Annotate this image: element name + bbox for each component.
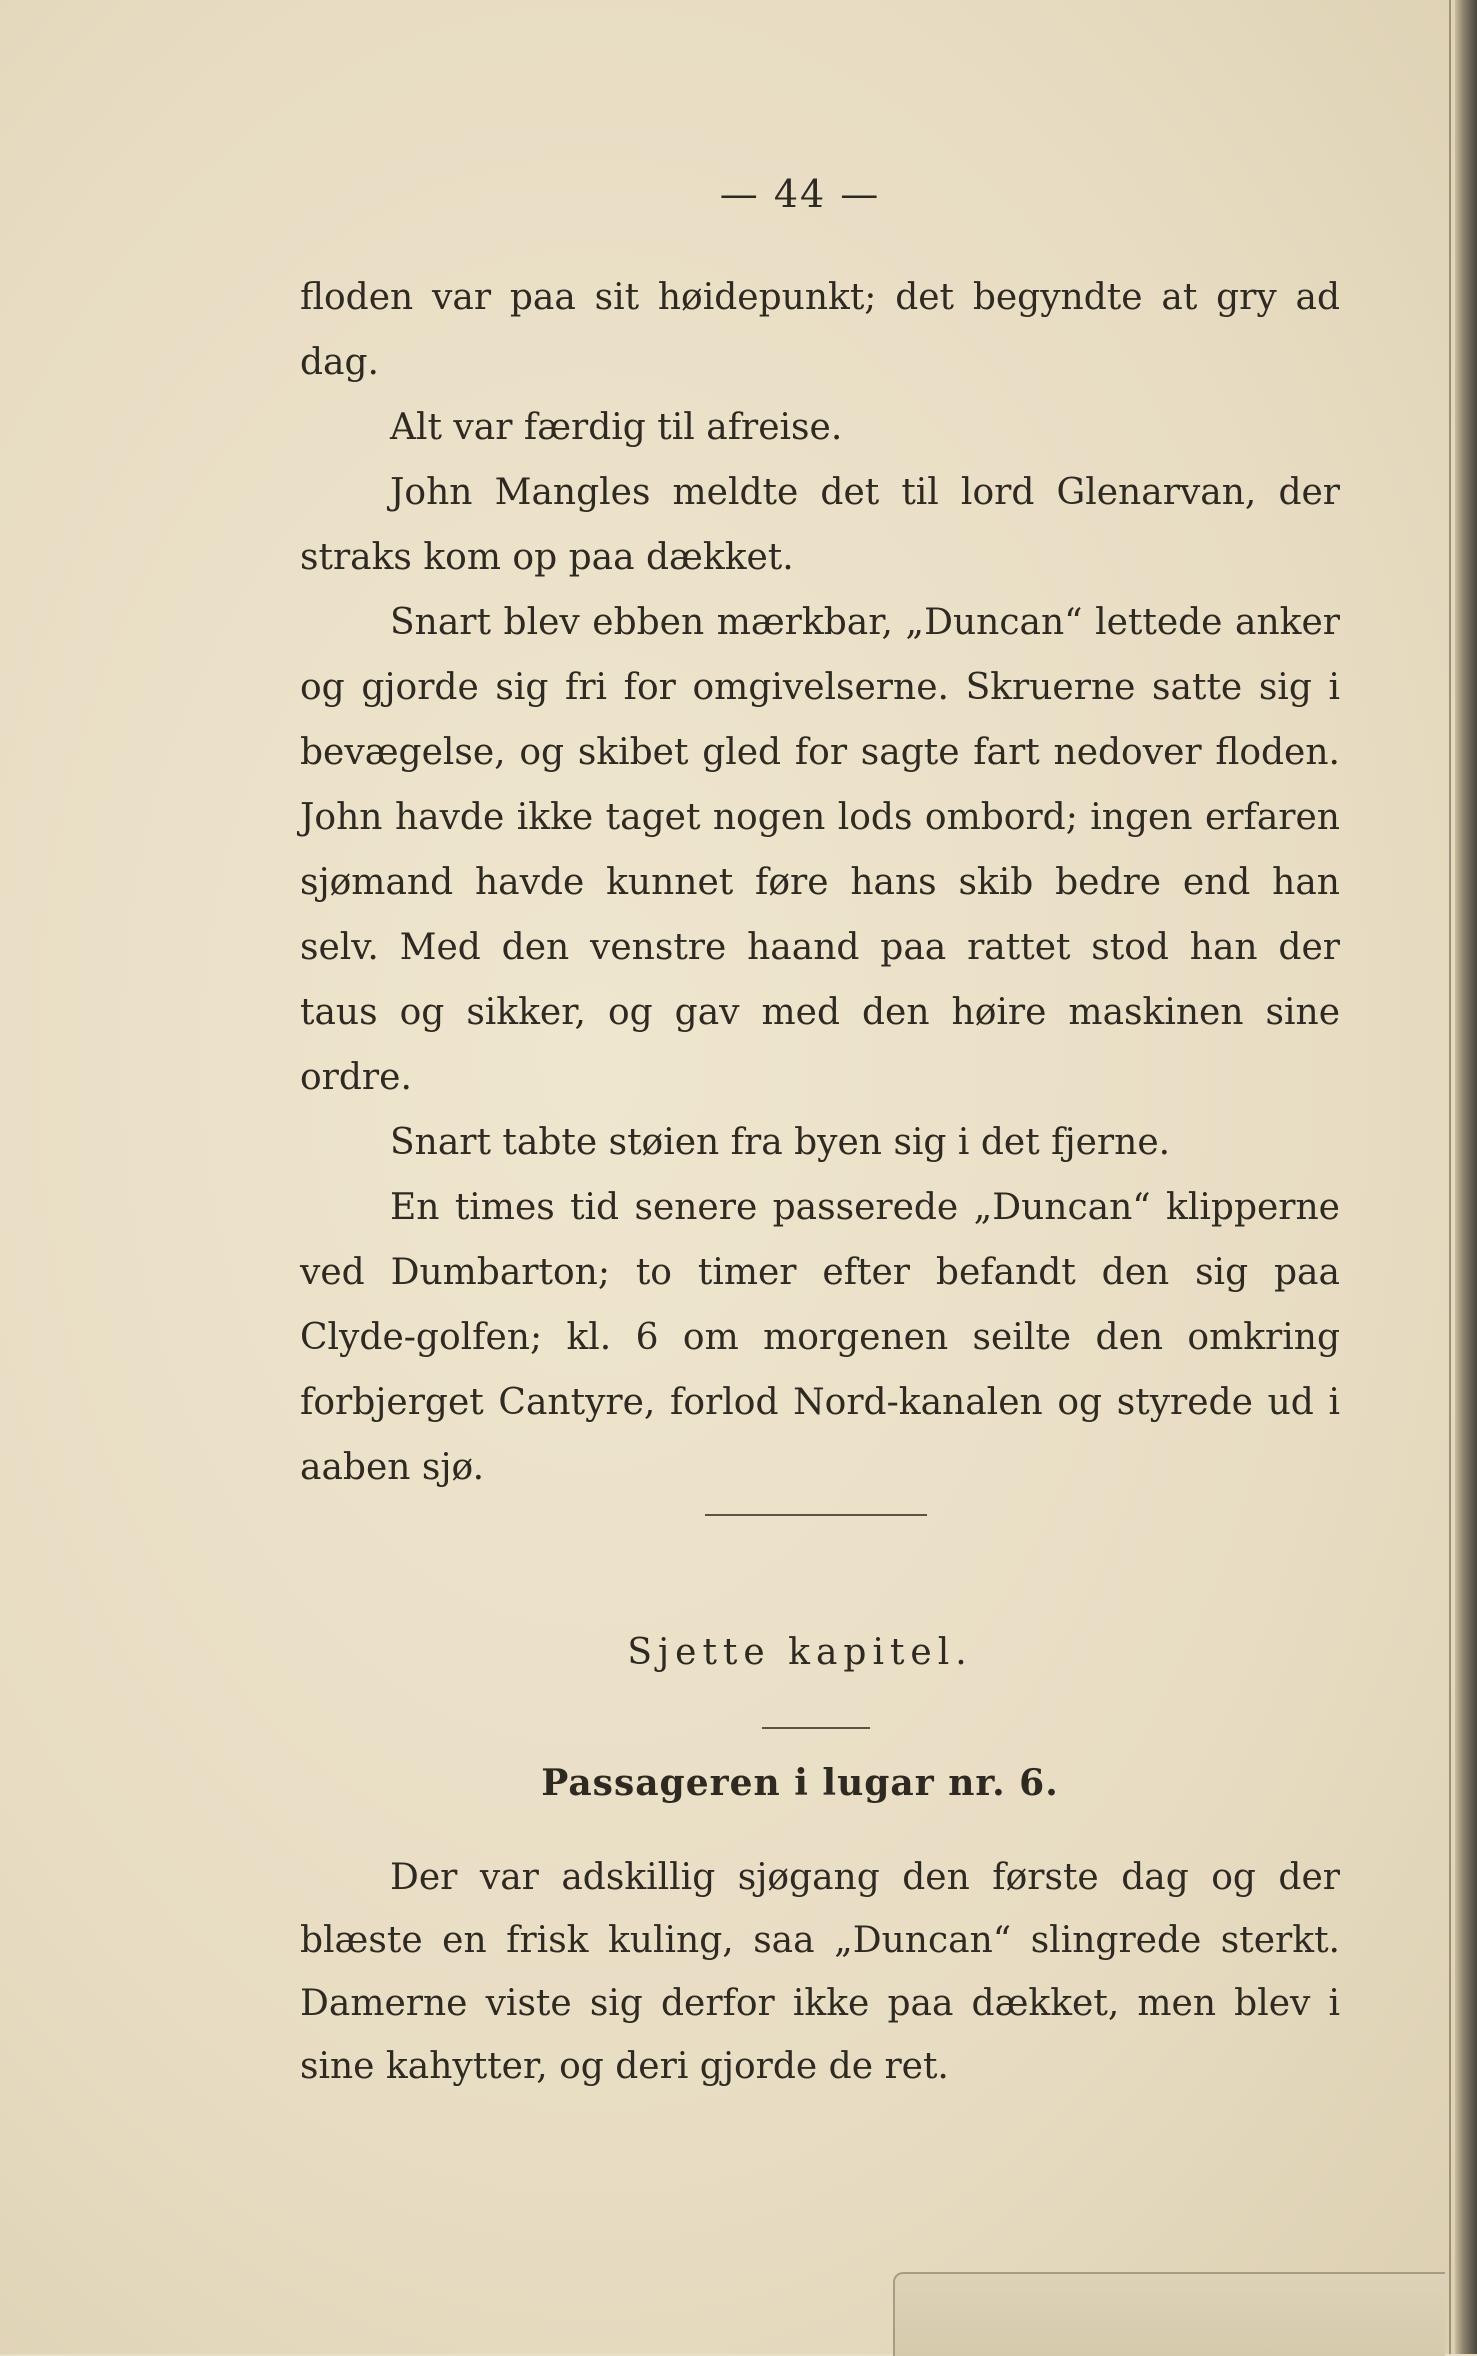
chapter-subtitle: Passageren i lugar nr. 6. — [541, 1762, 1059, 1804]
chapter-divider — [762, 1727, 870, 1729]
paragraph: floden var paa sit høidepunkt; det begyndte at gry ad dag. — [300, 277, 1340, 383]
page-number: — 44 — — [719, 172, 881, 216]
chapter-text — [300, 1846, 1340, 2098]
page-corner-fold — [893, 2272, 1445, 2356]
chapter-title: Sjette kapitel. — [627, 1632, 973, 1673]
paragraph: Snart tabte støien fra byen sig i det fjerne. — [390, 1122, 1171, 1163]
page-binding-line — [1449, 0, 1451, 2354]
section-divider — [705, 1514, 927, 1516]
paragraph: Snart blev ebben mærkbar, „Duncan“ lettede anker og gjorde sig fri for omgivelserne. Skruerne satte sig i bevægelse, og skibet gled for sagte fart nedover floden. John havde ikke taget nogen lods ombord; ingen erfaren sjømand havde kunnet føre hans skib bedre end han selv. Med den venstre haand paa rattet stod han der taus og sikker, og gav med den høire maskinen sine ordre. — [300, 602, 1340, 1098]
paragraph: John Mangles meldte det til lord Glenarvan, der straks kom op paa dækket. — [300, 472, 1340, 578]
page-edge-shadow — [1455, 0, 1477, 2354]
paragraph: Alt var færdig til afreise. — [390, 407, 843, 448]
paragraph: Der var adskillig sjøgang den første dag og der blæste en frisk kuling, saa „Duncan“ slingrede sterkt. Damerne viste sig derfor ikke paa dækket, men blev i sine kahytter, og deri gjorde de ret. — [300, 1857, 1340, 2087]
body-text — [300, 265, 1340, 1500]
paragraph: En times tid senere passerede „Duncan“ klipperne ved Dumbarton; to timer efter befandt den sig paa Clyde-golfen; kl. 6 om morgenen seilte den omkring forbjerget Cantyre, forlod Nord-kanalen og styrede ud i aaben sjø. — [300, 1187, 1340, 1488]
